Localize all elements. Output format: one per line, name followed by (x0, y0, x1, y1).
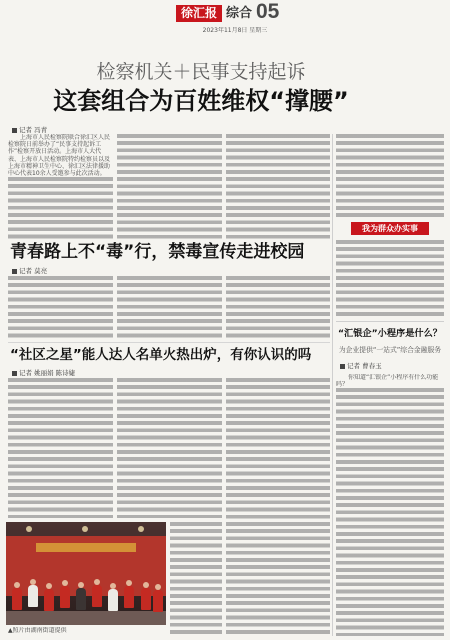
body-text-lines (226, 134, 330, 239)
masthead-paper-name: 徐汇报 (176, 5, 222, 22)
photo-person (152, 584, 164, 614)
column-tag-badge: 我为群众办实事 (351, 222, 429, 235)
photo-person (27, 579, 39, 609)
community-star-byline (12, 369, 75, 377)
body-text-lines (336, 240, 444, 318)
byline-marker-icon (12, 269, 17, 274)
photo-person-body (28, 585, 38, 607)
photo-person (123, 580, 135, 610)
masthead-section: 综合 (226, 6, 253, 21)
photo-stage-floor (6, 611, 166, 625)
community-star-column-2-continued (170, 522, 222, 636)
antidrug-column-2 (117, 276, 222, 338)
community-star-column-2 (117, 378, 222, 518)
photo-stage-banner (36, 543, 136, 552)
procuratorate-column-1 (8, 134, 113, 239)
column-divider (332, 134, 333, 636)
body-text-lines (117, 276, 222, 338)
photo-person-body (153, 590, 163, 612)
community-star-column-1 (8, 378, 113, 518)
byline-marker-icon (340, 364, 345, 369)
masthead-page-number: 05 (256, 0, 280, 23)
body-text-lines (226, 378, 330, 636)
hyq-headline: “汇银企”小程序是什么？ (338, 328, 442, 339)
photo-person (140, 582, 152, 612)
hyq-byline (340, 362, 382, 370)
section-divider (8, 342, 330, 343)
photo-stage-light (82, 526, 88, 532)
photo-person-body (141, 588, 151, 610)
community-star-byline-text: 记者 姚丽娟 陈诗婕 (19, 369, 76, 377)
procuratorate-byline (12, 126, 47, 134)
section-divider (336, 321, 444, 322)
hyq-byline-text: 记者 曹春玉 (347, 362, 382, 370)
body-text-lines (336, 388, 444, 636)
procuratorate-byline-text: 记者 冯青 (19, 126, 48, 134)
body-text-lines (8, 177, 113, 239)
photo-stage-light (138, 526, 144, 532)
body-text-lines (117, 378, 222, 518)
photo-stage-light (26, 526, 32, 532)
community-star-photo (6, 522, 166, 625)
antidrug-byline-text: 记者 莫亮 (19, 267, 48, 275)
photo-person (75, 582, 87, 612)
photo-person-body (92, 585, 102, 607)
photo-person (107, 583, 119, 613)
column-tag-body (336, 240, 444, 318)
photo-person-body (76, 588, 86, 610)
photo-person (43, 583, 55, 613)
masthead-dateline: 2023年11月8日 星期三 (202, 27, 268, 34)
photo-person (91, 579, 103, 609)
photo-person (59, 580, 71, 610)
photo-person (11, 582, 23, 612)
photo-person-body (12, 588, 22, 610)
photo-person-body (44, 589, 54, 611)
antidrug-column-3 (226, 276, 330, 338)
community-star-headline: “社区之星”能人达人名单火热出炉，有你认识的吗 (10, 347, 312, 363)
hyq-body (336, 374, 444, 636)
body-text-lines (226, 276, 330, 338)
procuratorate-column-4 (336, 134, 444, 218)
byline-marker-icon (12, 128, 17, 133)
procuratorate-kicker: 检察机关＋民事支持起诉 (96, 61, 306, 83)
photo-person-body (108, 589, 118, 611)
antidrug-headline: 青春路上不“毒”行，禁毒宣传走进校园 (10, 242, 305, 262)
procuratorate-lead-paragraph: 上海市人民检察院联合徐汇区人民检察院日前举办了“民事支持起诉工作”检察开放日活动。上海市人大代表、上海市人民检察院特约检察员以及上海市精神卫生中心、徐汇区法律援助中心代表10余人受邀参与此次活动。 (8, 134, 111, 178)
hyq-lead-paragraph: 你知道“汇银企”小程序有什么功能吗？ (336, 374, 439, 389)
photo-person-body (124, 586, 134, 608)
body-text-lines (8, 276, 113, 338)
body-text-lines (336, 134, 444, 218)
procuratorate-headline: 这套组合为百姓维权“撑腰” (53, 87, 349, 115)
body-text-lines (8, 378, 113, 518)
antidrug-byline (12, 267, 47, 275)
procuratorate-column-3 (226, 134, 330, 239)
community-star-column-3 (226, 378, 330, 636)
antidrug-column-1 (8, 276, 113, 338)
photo-person-body (60, 586, 70, 608)
hyq-subtitle: 为企业提供“一站式”综合金融服务 (338, 346, 442, 354)
photo-caption: ▲照片由湖南街道提供 (8, 627, 67, 634)
body-text-lines (170, 522, 222, 636)
procuratorate-column-2 (117, 134, 222, 239)
byline-marker-icon (12, 371, 17, 376)
body-text-lines (117, 134, 222, 239)
